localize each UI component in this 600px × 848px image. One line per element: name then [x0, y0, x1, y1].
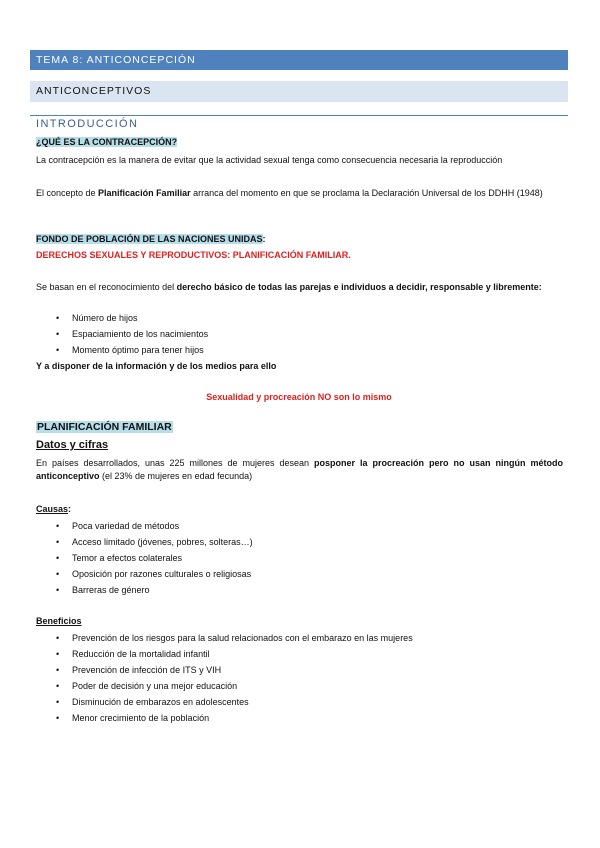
basis-colon: : — [538, 282, 542, 292]
bullet-icon: • — [56, 649, 60, 659]
list-item — [36, 694, 413, 710]
datos-text-b: (el 23% de mujeres en edad fecunda) — [99, 471, 253, 481]
bullet-icon: • — [56, 345, 60, 355]
list-item-text: Acceso limitado (jóvenes, pobres, solteras…) — [72, 537, 253, 547]
question-heading — [36, 136, 177, 149]
list-item — [36, 646, 413, 662]
fund-heading — [36, 233, 266, 246]
datos-text-a: En países desarrollados, unas 225 millones de mujeres desean — [36, 458, 315, 468]
bullet-icon: • — [56, 329, 60, 339]
section-header: ANTICONCEPTIVOS — [30, 81, 568, 102]
planificacion-title: PLANIFICACIÓN FAMILIAR — [37, 421, 172, 433]
list-item-text: Menor crecimiento de la población — [72, 713, 210, 723]
list-item-text: Poca variedad de métodos — [72, 521, 180, 531]
list-item — [36, 534, 253, 550]
causas-list — [36, 518, 253, 598]
list-item — [36, 662, 413, 678]
fund-colon: : — [262, 234, 266, 244]
list-item-text: Reducción de la mortalidad infantil — [72, 649, 210, 659]
divider — [30, 115, 568, 116]
beneficios-list — [36, 630, 413, 726]
basis-text-a: Se basan en el reconocimiento del — [36, 282, 177, 292]
list-item — [36, 342, 208, 358]
basis-paragraph — [36, 281, 563, 294]
fund-text: FONDO DE POBLACIÓN DE LAS NACIONES UNIDAS — [36, 234, 263, 244]
list-item-text: Oposición por razones culturales o religiosas — [72, 569, 252, 579]
datos-title: Datos y cifras — [36, 439, 109, 451]
list-item-text: Barreras de género — [72, 585, 150, 595]
datos-bold: posponer la procreación pero no usan ningún método anticonceptivo — [36, 458, 563, 481]
list-item-text: Momento óptimo para tener hijos — [72, 345, 204, 355]
bullet-icon: • — [56, 537, 60, 547]
basis-list — [36, 310, 208, 358]
bullet-icon: • — [56, 713, 60, 723]
list-item — [36, 326, 208, 342]
bullet-icon: • — [56, 665, 60, 675]
causas-title: Causas — [36, 504, 69, 514]
concept-text-a: El concepto de — [36, 188, 99, 198]
list-item-text: Poder de decisión y una mejor educación — [72, 681, 238, 691]
bullet-icon: • — [56, 553, 60, 563]
rights-heading: DERECHOS SEXUALES Y REPRODUCTIVOS: PLANIFICACIÓN FAMILIAR. — [36, 250, 351, 260]
list-item — [36, 582, 253, 598]
info-text: Y a disponer de la información y de los medios para ello — [36, 361, 277, 371]
concept-bold: Planificación Familiar — [98, 188, 191, 198]
list-item-text: Temor a efectos colaterales — [72, 553, 183, 563]
bullet-icon: • — [56, 521, 60, 531]
bullet-icon: • — [56, 681, 60, 691]
list-item-text: Espaciamiento de los nacimientos — [72, 329, 209, 339]
beneficios-title: Beneficios — [36, 616, 82, 626]
list-item-text: Prevención de infección de ITS y VIH — [72, 665, 222, 675]
list-item — [36, 310, 208, 326]
concept-text-b: arranca del momento en que se proclama la Declaración Universal de los DDHH (1948) — [190, 188, 543, 198]
causas-heading — [36, 503, 71, 516]
list-item — [36, 550, 253, 566]
basis-bold: derecho básico de todas las parejas e individuos a decidir, responsable y libremente — [176, 282, 539, 292]
list-item-text: Número de hijos — [72, 313, 138, 323]
concept-paragraph — [36, 187, 563, 200]
bullet-icon: • — [56, 697, 60, 707]
list-item — [36, 518, 253, 534]
list-item — [36, 678, 413, 694]
bullet-icon: • — [56, 585, 60, 595]
subsection-title: INTRODUCCIÓN — [36, 118, 139, 130]
question-text: ¿QUÉ ES LA CONTRACEPCIÓN? — [36, 137, 178, 147]
list-item — [36, 710, 413, 726]
bullet-icon: • — [56, 633, 60, 643]
list-item-text: Prevención de los riesgos para la salud relacionados con el embarazo en las mujeres — [72, 633, 413, 643]
note-text: Sexualidad y procreación NO son lo mismo — [206, 392, 392, 402]
causas-colon: : — [68, 504, 72, 514]
list-item — [36, 630, 413, 646]
bullet-icon: • — [56, 569, 60, 579]
definition-text: La contracepción es la manera de evitar que la actividad sexual tenga como consecuencia necesaria la reproducción — [36, 155, 503, 165]
topic-header: TEMA 8: ANTICONCEPCIÓN — [30, 50, 568, 70]
beneficios-heading — [36, 615, 82, 628]
datos-paragraph — [36, 457, 563, 483]
list-item-text: Disminución de embarazos en adolescentes — [72, 697, 249, 707]
list-item — [36, 566, 253, 582]
bullet-icon: • — [56, 313, 60, 323]
